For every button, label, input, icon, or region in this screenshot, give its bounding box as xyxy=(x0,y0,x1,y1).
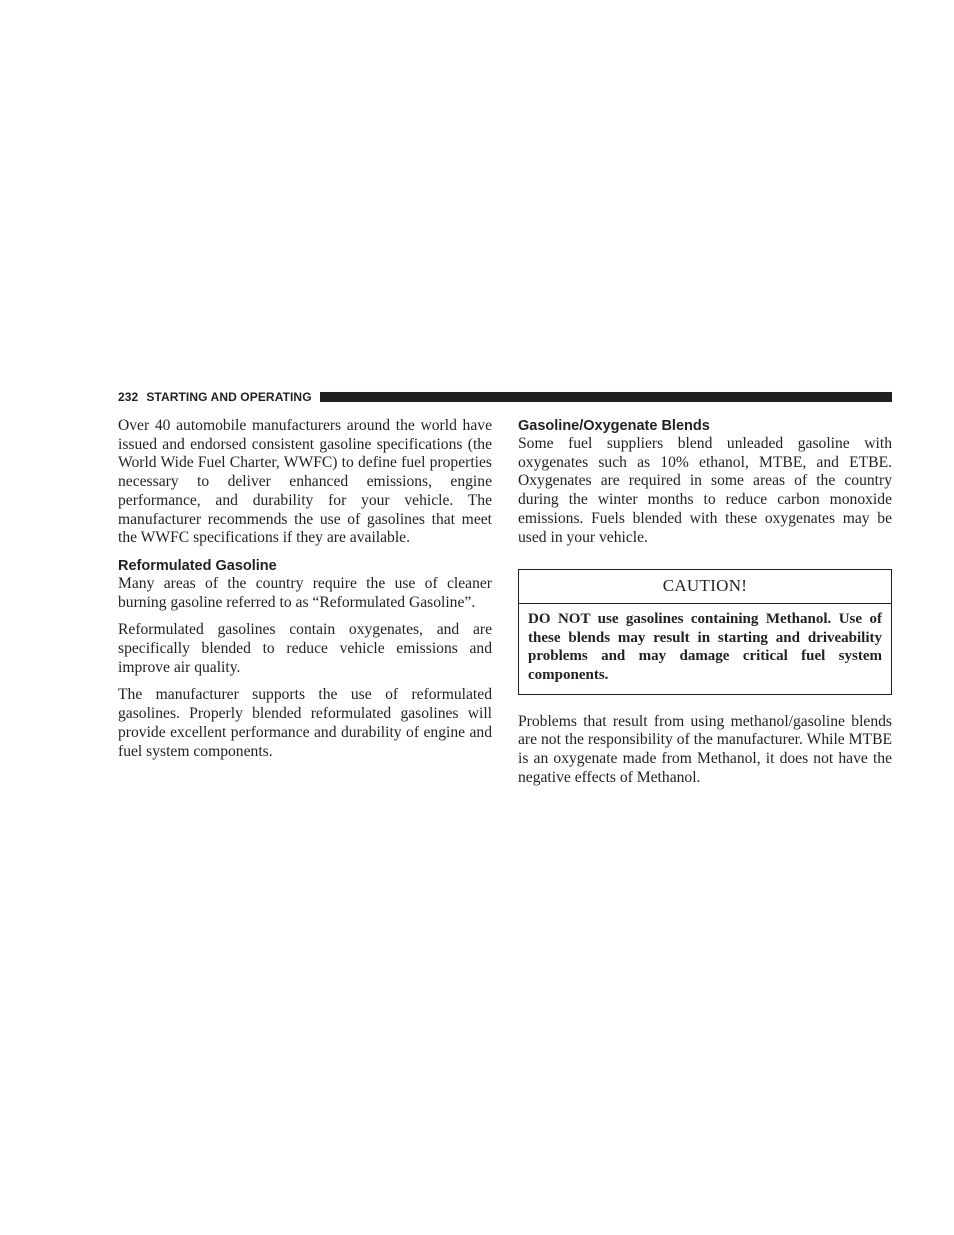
body-paragraph: Many areas of the country require the use of cleaner burning gasoline referred to as “Reformulated Gasoline”. xyxy=(118,574,492,611)
caution-title: CAUTION! xyxy=(519,570,891,604)
caution-text: DO NOT use gasolines containing Methanol. Use of these blends may result in starting and driveability problems and may damage critical fuel system components. xyxy=(528,611,882,683)
body-paragraph: Reformulated gasolines contain oxygenates, and are specifically blended to reduce vehicle emissions and improve air quality. xyxy=(118,621,492,676)
caution-box xyxy=(518,569,892,694)
closing-paragraph: Problems that result from using methanol/gasoline blends are not the responsibility of the manufacturer. While MTBE is an oxygenate made from Methanol, it does not have the negative effects of Methanol. xyxy=(518,712,892,786)
section-title: STARTING AND OPERATING xyxy=(146,390,312,404)
body-paragraph: Some fuel suppliers blend unleaded gasoline with oxygenates such as 10% ethanol, MTBE, and ETBE. Oxygenates are required in some areas of the country during the winter months to reduce carbon monoxide emissions. Fuels blended with these oxygenates may be used in your vehicle. xyxy=(518,435,892,546)
reformulated-gasoline-heading: Reformulated Gasoline xyxy=(118,557,277,574)
header-rule xyxy=(320,392,892,402)
intro-paragraph: Over 40 automobile manufacturers around the world have issued and endorsed consistent gasoline specifications (the World Wide Fuel Charter, WWFC) to define fuel properties necessary to deliver enhanced emissions, engine performance, and durability for your vehicle. The manufacturer recommends the use of gasolines that meet the WWFC specifications if they are available. xyxy=(118,417,492,547)
oxygenate-blends-heading: Gasoline/Oxygenate Blends xyxy=(518,418,710,434)
page-header xyxy=(118,389,892,405)
body-paragraph: The manufacturer supports the use of reformulated gasolines. Properly blended reformulated gasolines will provide excellent performance and durability of engine and fuel system components. xyxy=(118,686,492,760)
right-column xyxy=(518,417,892,787)
left-column xyxy=(118,417,492,761)
page-number: 232 xyxy=(118,390,139,404)
